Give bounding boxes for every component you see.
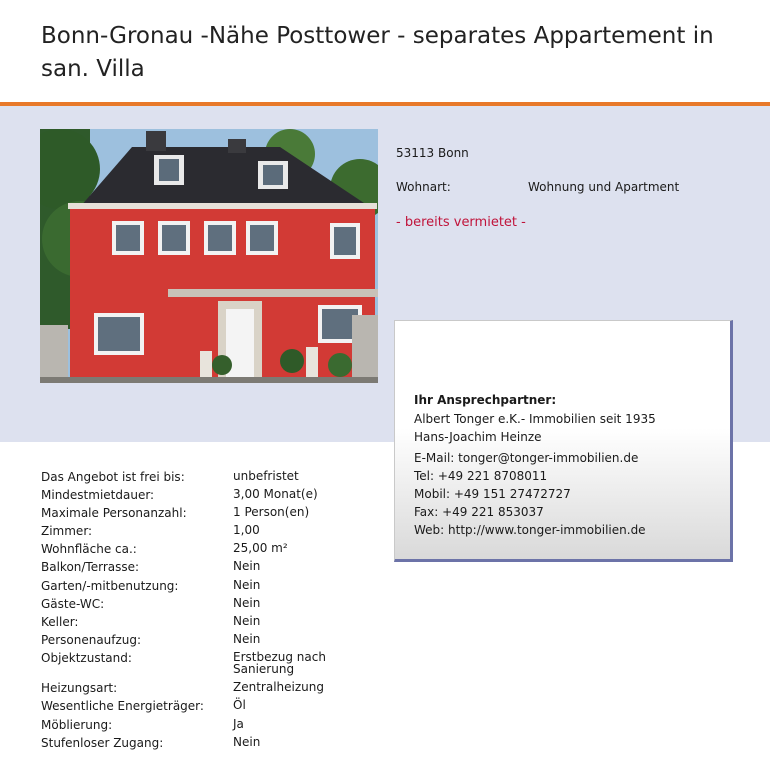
- detail-label: Maximale Personanzahl:: [41, 506, 187, 520]
- detail-value: Nein: [233, 596, 261, 610]
- detail-value: unbefristet: [233, 469, 299, 483]
- detail-label: Wesentliche Energieträger:: [41, 699, 204, 713]
- detail-label: Wohnfläche ca.:: [41, 542, 137, 556]
- rental-status: - bereits vermietet -: [396, 215, 526, 230]
- property-photo[interactable]: [40, 129, 378, 383]
- location-text: 53113 Bonn: [396, 146, 469, 160]
- detail-label: Das Angebot ist frei bis:: [41, 470, 185, 484]
- detail-value: Zentralheizung: [233, 680, 324, 694]
- contact-company: Albert Tonger e.K.- Immobilien seit 1935: [414, 412, 656, 426]
- detail-value: 1 Person(en): [233, 505, 310, 519]
- detail-value: Nein: [233, 632, 261, 646]
- header: [0, 0, 770, 103]
- contact-phone: Tel: +49 221 8708011: [414, 469, 548, 483]
- contact-fax: Fax: +49 221 853037: [414, 505, 544, 519]
- wohnart-value: Wohnung und Apartment: [528, 180, 680, 194]
- detail-value: Erstbezug nach Sanierung: [233, 650, 326, 676]
- villa-image: [40, 129, 378, 383]
- contact-mobile: Mobil: +49 151 27472727: [414, 487, 571, 501]
- detail-value: Nein: [233, 614, 261, 628]
- detail-label: Stufenloser Zugang:: [41, 736, 164, 750]
- contact-heading: Ihr Ansprechpartner:: [414, 393, 557, 407]
- detail-label: Zimmer:: [41, 524, 93, 538]
- page-title: Bonn-Gronau -Nähe Posttower - separates Appartement in san. Villa: [41, 23, 714, 82]
- detail-value: Öl: [233, 698, 246, 712]
- detail-value: Ja: [233, 717, 244, 731]
- detail-label: Heizungsart:: [41, 681, 118, 695]
- contact-card: [394, 320, 733, 562]
- detail-value: 25,00 m²: [233, 541, 288, 555]
- detail-label: Objektzustand:: [41, 651, 132, 665]
- detail-value: Nein: [233, 559, 261, 573]
- detail-label: Möblierung:: [41, 718, 113, 732]
- wohnart-label: Wohnart:: [396, 180, 451, 194]
- detail-label: Garten/-mitbenutzung:: [41, 579, 179, 593]
- detail-label: Mindestmietdauer:: [41, 488, 155, 502]
- contact-person: Hans-Joachim Heinze: [414, 430, 542, 444]
- detail-label: Keller:: [41, 615, 79, 629]
- detail-value: Nein: [233, 735, 261, 749]
- contact-website[interactable]: Web: http://www.tonger-immobilien.de: [414, 523, 646, 537]
- detail-label: Balkon/Terrasse:: [41, 560, 140, 574]
- detail-value: 3,00 Monat(e): [233, 487, 318, 501]
- detail-label: Gäste-WC:: [41, 597, 105, 611]
- detail-value: 1,00: [233, 523, 260, 537]
- detail-label: Personenaufzug:: [41, 633, 142, 647]
- contact-email[interactable]: E-Mail: tonger@tonger-immobilien.de: [414, 451, 639, 465]
- detail-value: Nein: [233, 578, 261, 592]
